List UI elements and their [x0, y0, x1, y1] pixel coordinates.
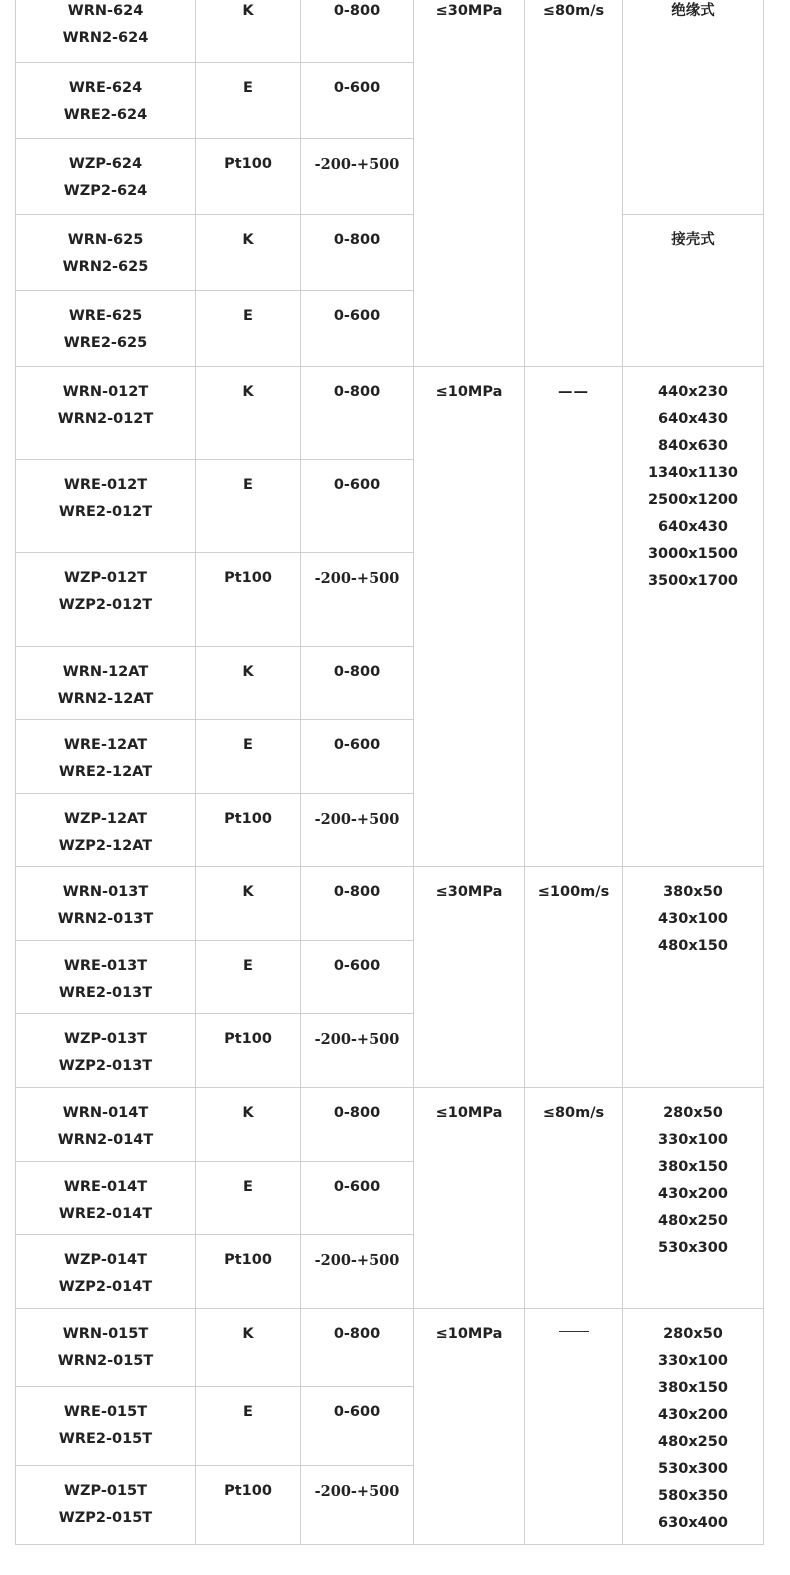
size-value: 530x300	[658, 1461, 728, 1477]
model-cell	[16, 1162, 196, 1235]
model-name: WRN-012T	[62, 384, 149, 400]
sensor-type-cell: K	[196, 647, 301, 720]
size-value: 3000x1500	[647, 546, 739, 562]
table-row	[16, 867, 764, 941]
model-name: WZP-12AT	[63, 811, 148, 827]
velocity-cell: ≤80m/s	[525, 0, 623, 367]
sensor-type-cell: Pt100	[196, 553, 301, 647]
model-name: WZP-624	[68, 156, 143, 172]
sensor-type-cell: E	[196, 460, 301, 553]
sensor-type-cell: Pt100	[196, 139, 301, 215]
sensor-type-cell: Pt100	[196, 1235, 301, 1309]
sensor-type-cell: K	[196, 367, 301, 460]
pressure-cell: ≤30MPa	[414, 867, 525, 1088]
model-cell	[16, 1309, 196, 1387]
size-value: 640x430	[658, 411, 728, 427]
model-cell	[16, 1235, 196, 1309]
range-cell: -200-+500	[301, 1014, 414, 1088]
range-cell: 0-600	[301, 460, 414, 553]
model-name: WRE2-015T	[58, 1431, 153, 1447]
model-name: WZP2-013T	[58, 1058, 153, 1074]
model-name: WRE-012T	[63, 477, 148, 493]
table-row	[16, 0, 764, 63]
model-name: WRN2-625	[62, 259, 149, 275]
model-name: WZP2-014T	[58, 1279, 153, 1295]
model-name: WRN-014T	[62, 1105, 149, 1121]
model-name: WRE2-012T	[58, 504, 153, 520]
model-cell	[16, 139, 196, 215]
range-cell: 0-600	[301, 291, 414, 367]
model-cell	[16, 720, 196, 794]
size-value: 430x200	[658, 1407, 728, 1423]
model-name: WRE-014T	[63, 1179, 148, 1195]
pressure-cell: ≤10MPa	[414, 1309, 525, 1545]
model-name: WZP-015T	[63, 1483, 148, 1499]
range-cell: 0-800	[301, 215, 414, 291]
range-cell: 0-800	[301, 1088, 414, 1162]
model-cell	[16, 941, 196, 1014]
range-cell: -200-+500	[301, 553, 414, 647]
model-cell	[16, 794, 196, 867]
model-name: WRE-013T	[63, 958, 148, 974]
size-value: 630x400	[658, 1515, 728, 1531]
model-name: WZP-012T	[63, 570, 148, 586]
table-row	[16, 367, 764, 460]
range-cell: 0-800	[301, 867, 414, 941]
size-value: 640x430	[658, 519, 728, 535]
sensor-type-cell: K	[196, 1309, 301, 1387]
sensor-type-cell: K	[196, 0, 301, 63]
range-cell: 0-600	[301, 1387, 414, 1466]
size-cell	[623, 367, 764, 867]
model-cell	[16, 460, 196, 553]
sensor-type-cell: E	[196, 1162, 301, 1235]
sensor-type-cell: E	[196, 1387, 301, 1466]
table-row	[16, 215, 764, 291]
model-cell	[16, 867, 196, 941]
model-name: WZP2-12AT	[58, 838, 153, 854]
model-name: WRN-015T	[62, 1326, 149, 1342]
range-cell: -200-+500	[301, 794, 414, 867]
size-value: 380x150	[658, 1159, 728, 1175]
model-cell	[16, 553, 196, 647]
model-name: WRN2-015T	[57, 1353, 154, 1369]
model-name: WRN2-12AT	[57, 691, 154, 707]
spec-table	[15, 0, 764, 1545]
sensor-type-cell: E	[196, 63, 301, 139]
model-cell	[16, 0, 196, 63]
model-name: WRE2-625	[63, 335, 148, 351]
range-cell: 0-600	[301, 941, 414, 1014]
size-value: 430x100	[658, 911, 728, 927]
model-name: WRE-015T	[63, 1404, 148, 1420]
size-value: 430x200	[658, 1186, 728, 1202]
size-value: 280x50	[663, 1105, 723, 1121]
spec-table-body	[16, 0, 764, 1545]
size-value: 280x50	[663, 1326, 723, 1342]
size-value: 3500x1700	[647, 573, 739, 589]
model-name: WRN-625	[67, 232, 144, 248]
size-value: 380x50	[663, 884, 723, 900]
range-cell: 0-800	[301, 367, 414, 460]
sensor-type-cell: K	[196, 215, 301, 291]
size-value: 480x150	[658, 938, 728, 954]
model-cell	[16, 63, 196, 139]
sensor-type-cell: Pt100	[196, 794, 301, 867]
range-cell: -200-+500	[301, 1235, 414, 1309]
sensor-type-cell: K	[196, 1088, 301, 1162]
model-cell	[16, 291, 196, 367]
size-value: 2500x1200	[647, 492, 739, 508]
size-value: 480x250	[658, 1434, 728, 1450]
model-cell	[16, 1466, 196, 1545]
model-name: WZP-014T	[63, 1252, 148, 1268]
model-name: WRN-12AT	[62, 664, 149, 680]
sensor-type-cell: E	[196, 291, 301, 367]
size-value: 1340x1130	[647, 465, 739, 481]
model-name: WZP2-624	[63, 183, 148, 199]
model-name: WZP2-015T	[58, 1510, 153, 1526]
range-cell: 0-600	[301, 1162, 414, 1235]
model-name: WRE-625	[68, 308, 143, 324]
model-cell	[16, 367, 196, 460]
range-cell: -200-+500	[301, 1466, 414, 1545]
model-name: WRE2-014T	[58, 1206, 153, 1222]
blank-dash	[559, 1321, 589, 1332]
model-name: WRN-013T	[62, 884, 149, 900]
model-name: WRN2-012T	[57, 411, 154, 427]
sensor-type-cell: Pt100	[196, 1014, 301, 1088]
table-row	[16, 1088, 764, 1162]
size-value: 330x100	[658, 1132, 728, 1148]
model-cell	[16, 1014, 196, 1088]
velocity-cell: ≤100m/s	[525, 867, 623, 1088]
model-name: WRN2-624	[62, 30, 149, 46]
sensor-type-cell: E	[196, 720, 301, 794]
sensor-type-cell: K	[196, 867, 301, 941]
range-cell: -200-+500	[301, 139, 414, 215]
range-cell: 0-800	[301, 1309, 414, 1387]
size-value: 530x300	[658, 1240, 728, 1256]
size-value: 580x350	[658, 1488, 728, 1504]
size-cell	[623, 867, 764, 1088]
model-name: WRN-624	[67, 3, 144, 19]
model-name: WRE2-013T	[58, 985, 153, 1001]
model-name: WZP2-012T	[58, 597, 153, 613]
model-name: WRN2-014T	[57, 1132, 154, 1148]
size-value: 330x100	[658, 1353, 728, 1369]
model-cell	[16, 215, 196, 291]
range-cell: 0-600	[301, 720, 414, 794]
model-name: WZP-013T	[63, 1031, 148, 1047]
range-cell: 0-800	[301, 0, 414, 63]
model-name: WRE2-12AT	[58, 764, 153, 780]
velocity-cell	[525, 1309, 623, 1545]
size-value: 840x630	[658, 438, 728, 454]
velocity-cell: ——	[525, 367, 623, 867]
model-name: WRN2-013T	[57, 911, 154, 927]
size-cell	[623, 1309, 764, 1545]
model-cell	[16, 1387, 196, 1466]
size-cell	[623, 1088, 764, 1309]
velocity-cell: ≤80m/s	[525, 1088, 623, 1309]
size-value: 440x230	[658, 384, 728, 400]
model-cell	[16, 647, 196, 720]
model-name: WRE-12AT	[63, 737, 148, 753]
range-cell: 0-600	[301, 63, 414, 139]
pressure-cell: ≤30MPa	[414, 0, 525, 367]
size-value: 480x250	[658, 1213, 728, 1229]
sensor-type-cell: Pt100	[196, 1466, 301, 1545]
sensor-type-cell: E	[196, 941, 301, 1014]
pressure-cell: ≤10MPa	[414, 367, 525, 867]
mount-cell: 接壳式	[623, 215, 764, 367]
size-value: 380x150	[658, 1380, 728, 1396]
mount-cell: 绝缘式	[623, 0, 764, 215]
model-name: WRE-624	[68, 80, 143, 96]
model-name: WRE2-624	[63, 107, 148, 123]
model-cell	[16, 1088, 196, 1162]
pressure-cell: ≤10MPa	[414, 1088, 525, 1309]
table-row	[16, 1309, 764, 1387]
range-cell: 0-800	[301, 647, 414, 720]
